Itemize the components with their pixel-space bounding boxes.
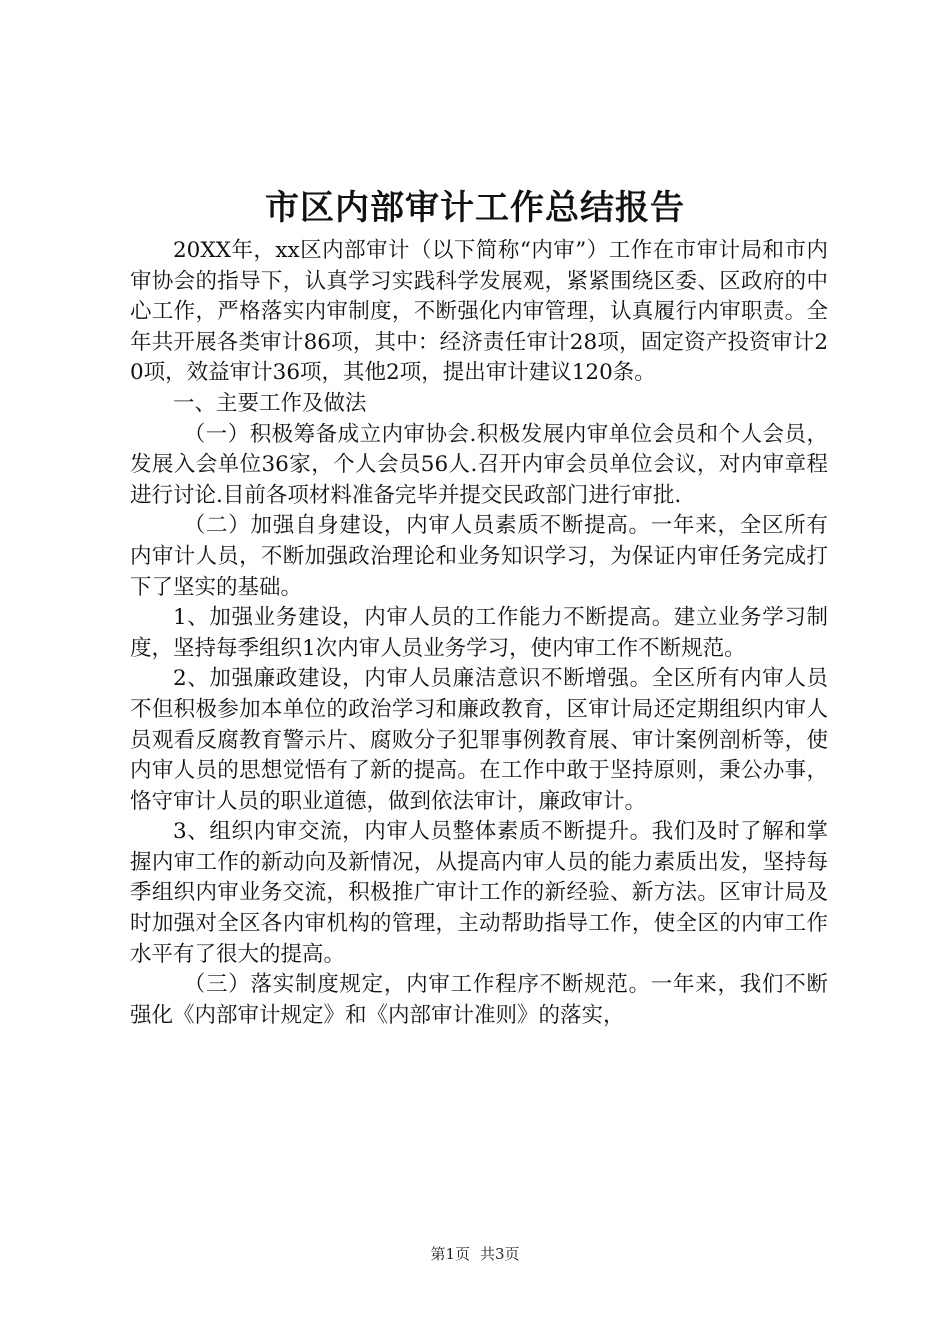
paragraph-item-3: （三）落实制度规定，内审工作程序不断规范。一年来，我们不断强化《内部审计规定》和《内部审计准则》的落实， <box>130 972 828 1028</box>
page-number: 第1页 <box>430 1245 470 1263</box>
paragraph-subitem-3: 3、组织内审交流，内审人员整体素质不断提升。我们及时了解和掌握内审工作的新动向及新情况，从提高内审人员的能力素质出发，坚持每季组织内审业务交流，积极推广审计工作的新经验、新方法。区审计局及时加强对全区各内审机构的管理，主动帮助指导工作，使全区的内审工作水平有了很大的提高。 <box>130 819 828 967</box>
document-body <box>130 236 828 1031</box>
paragraph-subitem-1: 1、加强业务建设，内审人员的工作能力不断提高。建立业务学习制度，坚持每季组织1次内审人员业务学习，使内审工作不断规范。 <box>130 605 828 661</box>
document-title: 市区内部审计工作总结报告 <box>265 188 685 228</box>
section-heading-main-work: 一、主要工作及做法 <box>173 390 367 416</box>
paragraph-subitem-2: 2、加强廉政建设，内审人员廉洁意识不断增强。全区所有内审人员不但积极参加本单位的政治学习和廉政教育，区审计局还定期组织内审人员观看反腐教育警示片、腐败分子犯罪事例教育展、审计案例剖析等，使内审人员的思想觉悟有了新的提高。在工作中敢于坚持原则，秉公办事，恪守审计人员的职业道德，做到依法审计，廉政审计。 <box>130 666 828 814</box>
page-total: 共3页 <box>480 1245 520 1263</box>
paragraph-item-1: （一）积极筹备成立内审协会.积极发展内审单位会员和个人会员，发展入会单位36家，个人会员56人.召开内审会员单位会议，对内审章程进行讨论.目前各项材料准备完毕并提交民政部门进行审批. <box>130 421 828 508</box>
page-footer <box>0 1243 950 1265</box>
paragraph-item-2: （二）加强自身建设，内审人员素质不断提高。一年来，全区所有内审计人员，不断加强政治理论和业务知识学习，为保证内审任务完成打下了坚实的基础。 <box>130 513 828 600</box>
intro-paragraph: 20XX年，xx区内部审计（以下简称“内审”）工作在市审计局和市内审协会的指导下，认真学习实践科学发展观，紧紧围绕区委、区政府的中心工作，严格落实内审制度，不断强化内审管理，认真履行内审职责。全年共开展各类审计86项，其中：经济责任审计28项，固定资产投资审计20项，效益审计36项，其他2项，提出审计建议120条。 <box>130 238 828 386</box>
